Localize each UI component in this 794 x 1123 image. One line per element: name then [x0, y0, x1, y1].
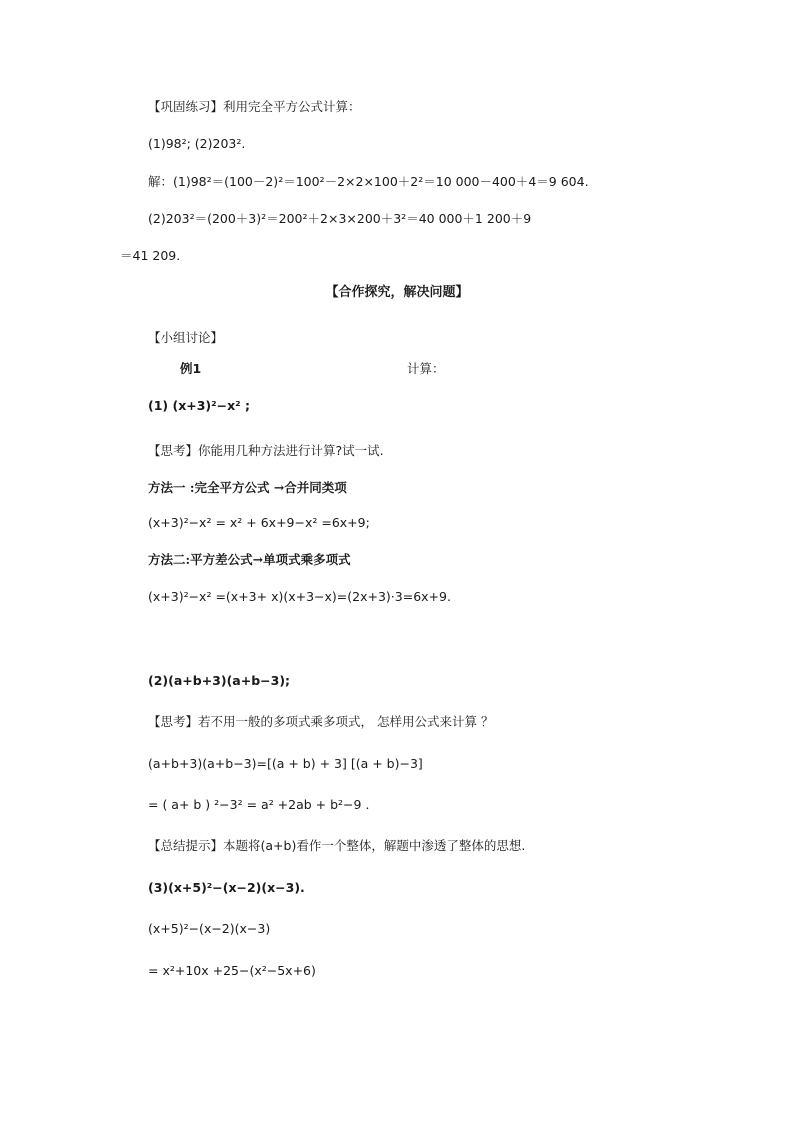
solution-part-1: 解：(1)98²＝(100－2)²＝100²－2×2×100＋2²＝10 000－400＋4＝9 604.	[148, 174, 589, 189]
problem-3-step-1: (x+5)²−(x−2)(x−3)	[148, 921, 271, 936]
problem-2-step-1: (a+b+3)(a+b−3)=[(a + b) + 3] [(a + b)−3]	[148, 756, 423, 771]
practice-problems: (1)98²; (2)203².	[148, 136, 246, 151]
summary-tip: 【总结提示】本题将(a+b)看作一个整体，解题中渗透了整体的思想.	[148, 838, 526, 853]
section-title: 【合作探究，解决问题】	[325, 285, 469, 300]
think-prompt-1: 【思考】你能用几种方法进行计算?试一试.	[148, 443, 384, 458]
example-number: 例1	[180, 361, 202, 376]
solution-part-2: (2)203²＝(200＋3)²＝200²＋2×3×200＋3²＝40 000＋1 200＋9	[148, 211, 532, 226]
problem-1: (1) (x+3)²−x² ;	[148, 398, 250, 413]
example-instruction: 计算：	[407, 361, 445, 376]
method-one-work: (x+3)²−x² = x² + 6x+9−x² =6x+9;	[148, 515, 370, 530]
problem-3: (3)(x+5)²−(x−2)(x−3).	[148, 880, 305, 895]
problem-3-step-2: = x²+10x +25−(x²−5x+6)	[148, 963, 316, 978]
group-discussion-label: 【小组讨论】	[148, 330, 224, 345]
solution-part-2-result: ＝41 209.	[120, 248, 181, 263]
method-two-work: (x+3)²−x² =(x+3+ x)(x+3−x)=(2x+3)·3=6x+9.	[148, 589, 451, 604]
practice-heading: 【巩固练习】利用完全平方公式计算：	[148, 99, 361, 114]
problem-2-step-2: = ( a+ b ) ²−3² = a² +2ab + b²−9 .	[148, 797, 370, 812]
method-two-label: 方法二:平方差公式→单项式乘多项式	[148, 552, 351, 567]
think-prompt-2: 【思考】若不用一般的多项式乘多项式， 怎样用公式来计算 ？	[148, 714, 494, 729]
method-one-label: 方法一 :完全平方公式 →合并同类项	[148, 480, 347, 495]
problem-2: (2)(a+b+3)(a+b−3);	[148, 673, 291, 688]
